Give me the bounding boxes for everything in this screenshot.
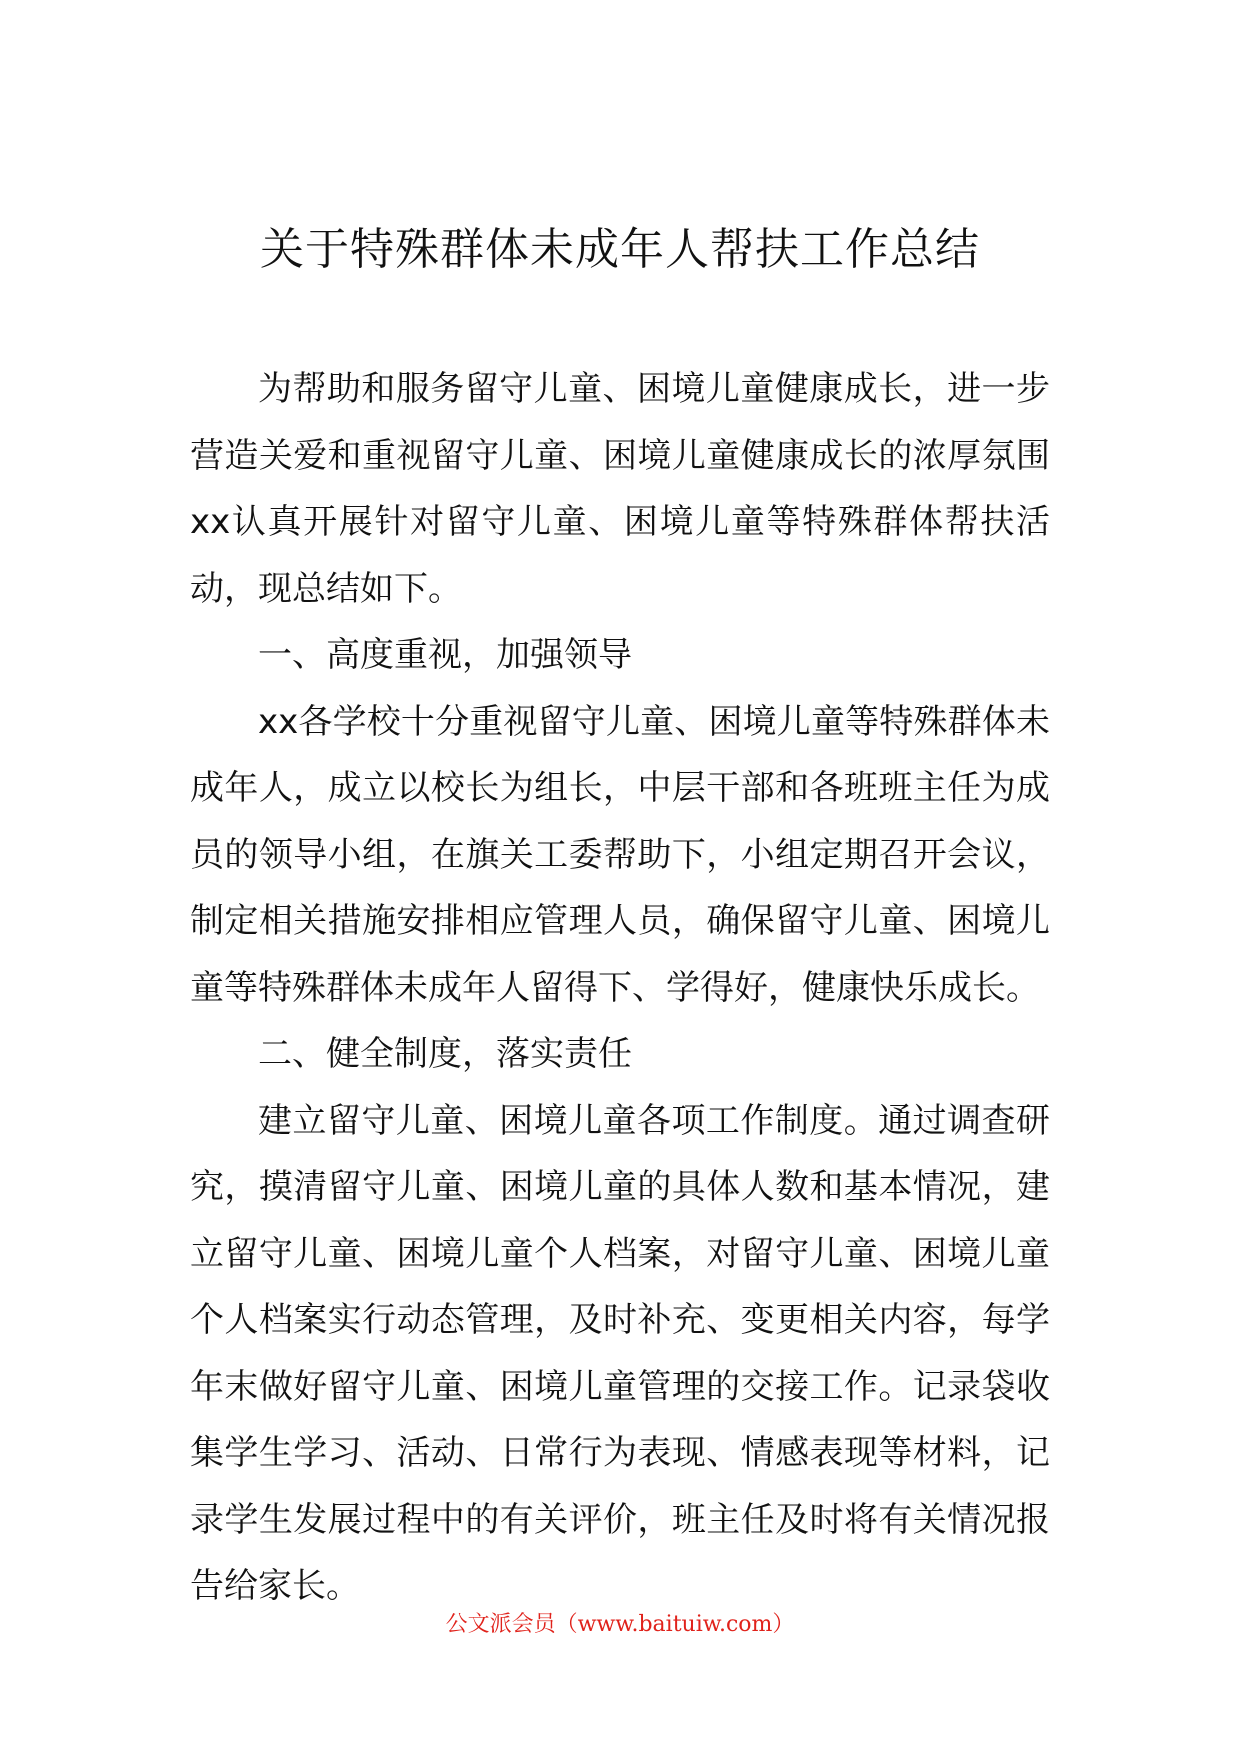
document-title: 关于特殊群体未成年人帮扶工作总结 <box>260 224 980 275</box>
section-heading-1: 一、高度重视，加强领导 <box>258 635 632 675</box>
intro-paragraph: 为帮助和服务留守儿童、困境儿童健康成长，进一步营造关爱和重视留守儿童、困境儿童健康成长的浓厚氛围xx认真开展针对留守儿童、困境儿童等特殊群体帮扶活动，现总结如下。 <box>190 369 1050 609</box>
footer-watermark: 公文派会员（www.baituiw.com） <box>445 1612 795 1637</box>
section-1-paragraph: xx各学校十分重视留守儿童、困境儿童等特殊群体未成年人，成立以校长为组长，中层干部和各班班主任为成员的领导小组，在旗关工委帮助下，小组定期召开会议，制定相关措施安排相应管理人员，确保留守儿童、困境儿童等特殊群体未成年人留得下、学得好，健康快乐成长。 <box>190 701 1050 1008</box>
section-2-paragraph: 建立留守儿童、困境儿童各项工作制度。通过调查研究，摸清留守儿童、困境儿童的具体人数和基本情况，建立留守儿童、困境儿童个人档案，对留守儿童、困境儿童个人档案实行动态管理，及时补充、变更相关内容，每学年末做好留守儿童、困境儿童管理的交接工作。记录袋收集学生学习、活动、日常行为表现、情感表现等材料，记录学生发展过程中的有关评价，班主任及时将有关情况报告给家长。 <box>190 1100 1050 1606</box>
document-body <box>190 356 1050 1620</box>
section-heading-2: 二、健全制度，落实责任 <box>258 1034 632 1074</box>
